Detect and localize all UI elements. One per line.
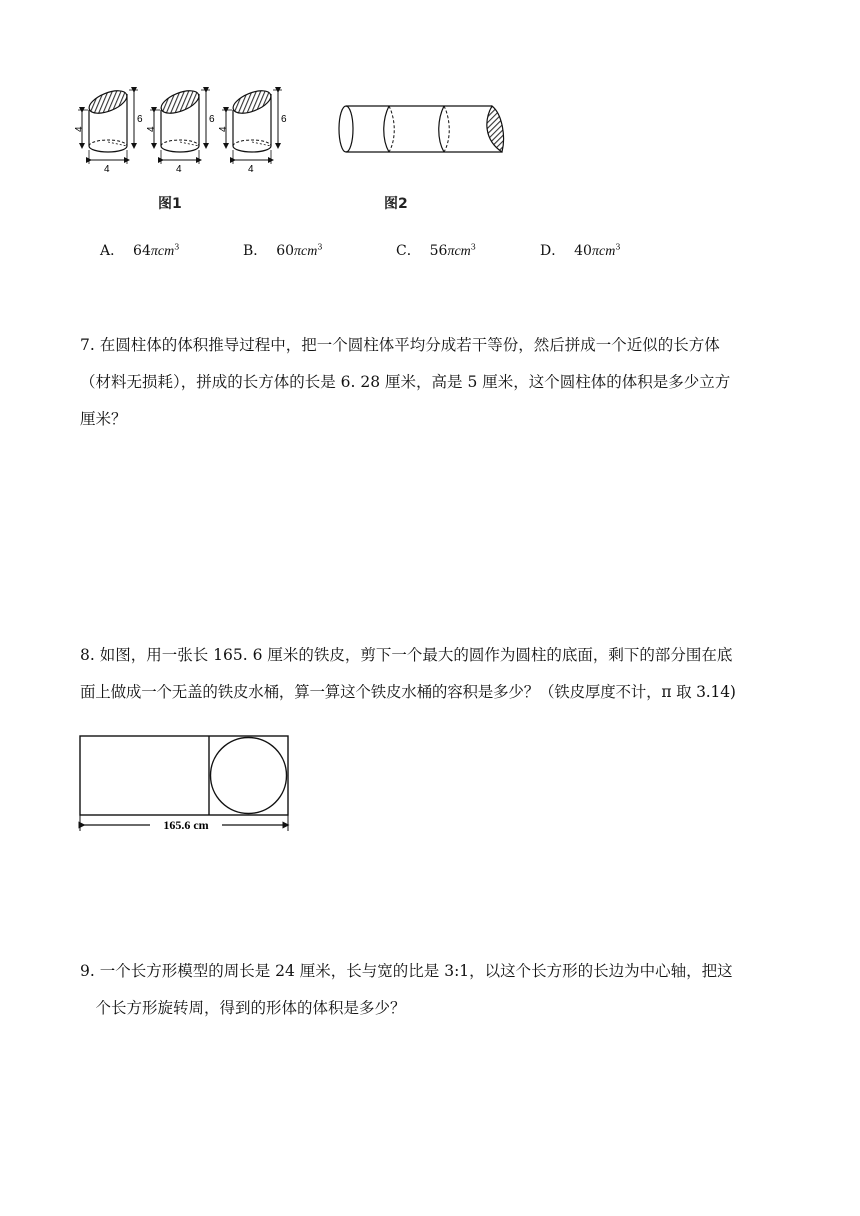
cylinder-1 <box>74 86 143 175</box>
q9-line-2: 个长方形旋转周，得到的形体的体积是多少？ <box>80 999 406 1017</box>
cyl3-tall-height: 6 <box>281 114 287 125</box>
question-9 <box>80 953 733 1027</box>
figure1-diagram <box>74 84 304 176</box>
figure1-caption: 图1 <box>158 196 182 212</box>
option-a[interactable]: A． 64πcm$^3$ <box>100 242 180 259</box>
q7-line-1: 7. 在圆柱体的体积推导过程中，把一个圆柱体平均分成若干等份，然后拼成一个近似的长方体 <box>80 336 720 354</box>
cyl3-short-height: 4 <box>218 126 229 132</box>
cyl3-diameter: 4 <box>248 164 254 175</box>
q8-line-2: 面上做成一个无盖的铁皮水桶，算一算这个铁皮水桶的容积是多少？（铁皮厚度不计，π 取 3.14) <box>80 683 736 701</box>
question-7 <box>80 327 730 438</box>
q8-line-1: 8. 如图，用一张长 165. 6 厘米的铁皮，剪下一个最大的圆作为圆柱的底面，剩下的部分围在底 <box>80 646 733 664</box>
q9-line-1: 9. 一个长方形模型的周长是 24 厘米，长与宽的比是 3:1，以这个长方形的长边为中心轴，把这 <box>80 962 733 980</box>
figure2-diagram <box>334 100 510 160</box>
cyl1-diameter: 4 <box>104 164 110 175</box>
cyl1-short-height: 4 <box>74 126 85 132</box>
q8-figure-length-label: 165.6 cm <box>163 818 209 832</box>
option-d[interactable]: D． 40πcm$^3$ <box>540 242 621 259</box>
question-8 <box>80 637 736 711</box>
cyl2-short-height: 4 <box>146 126 157 132</box>
cyl2-tall-height: 6 <box>209 114 215 125</box>
cyl2-diameter: 4 <box>176 164 182 175</box>
q7-line-2: （材料无损耗），拼成的长方体的长是 6. 28 厘米，高是 5 厘米，这个圆柱体的体积是多少立方 <box>80 373 731 391</box>
cyl1-tall-height: 6 <box>137 114 143 125</box>
q7-line-3: 厘米？ <box>80 410 127 428</box>
option-b[interactable]: B． 60πcm$^3$ <box>243 242 323 259</box>
cylinder-3 <box>218 86 287 175</box>
figure2-caption: 图2 <box>384 196 408 212</box>
q8-iron-sheet-diagram <box>78 733 294 839</box>
cylinder-2 <box>146 86 215 175</box>
option-c[interactable]: C． 56πcm$^3$ <box>396 242 476 259</box>
